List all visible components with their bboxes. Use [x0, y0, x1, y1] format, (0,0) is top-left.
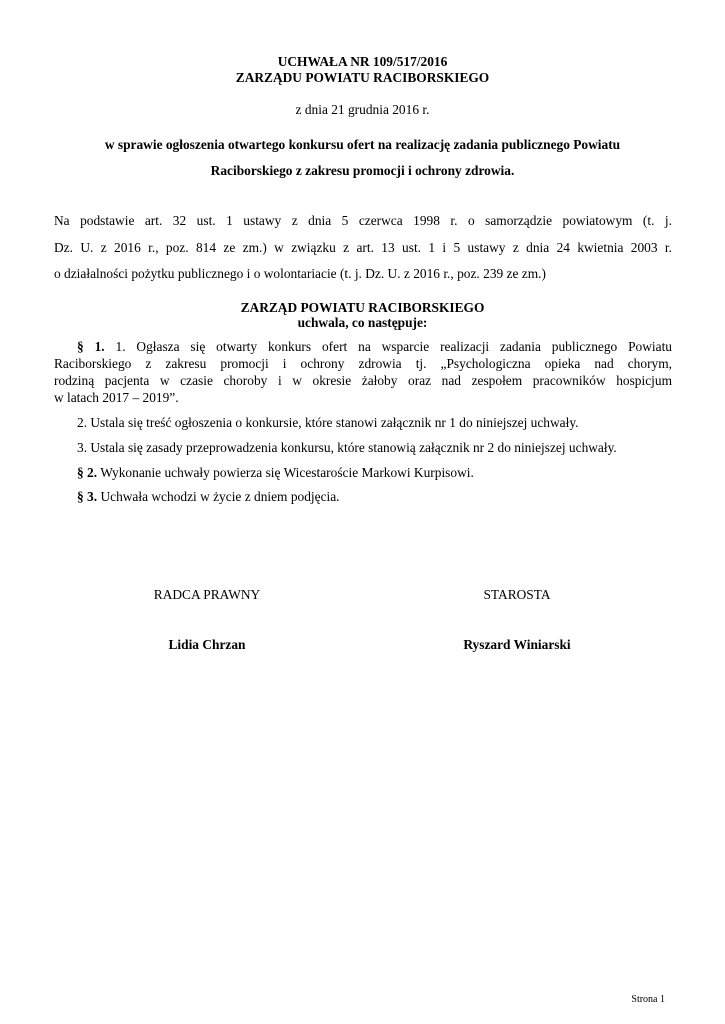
subject-line-1: w sprawie ogłoszenia otwartego konkursu ofert na realizację zadania publicznego Powiatu: [104, 137, 621, 152]
page-number: Strona 1: [631, 994, 665, 1005]
legal-advisor-title: RADCA PRAWNY: [153, 587, 261, 602]
subject-line-2: Raciborskiego z zakresu promocji i ochrony zdrowia.: [210, 163, 515, 178]
preamble-line-1: Na podstawie art. 32 ust. 1 ustawy z dnia 5 czerwca 1998 r. o samorządzie powiatowym (t. j.: [54, 213, 672, 228]
section-3-label: § 3.: [77, 489, 98, 504]
resolution-date: z dnia 21 grudnia 2016 r.: [295, 102, 430, 117]
section-2: § 2. Wykonanie uchwały powierza się Wicestaroście Markowi Kurpisowi.: [77, 465, 474, 480]
section-1-line-4: w latach 2017 – 2019”.: [54, 390, 179, 405]
section-1-line-2: Raciborskiego z zakresu promocji i ochrony zdrowia tj. „Psychologiczna opieka nad chorym,: [54, 356, 672, 371]
section-2-label: § 2.: [77, 465, 98, 480]
issuing-body: ZARZĄDU POWIATU RACIBORSKIEGO: [235, 70, 490, 85]
section-1-point-3: 3. Ustala się zasady przeprowadzenia konkursu, które stanowią załącznik nr 2 do niniejszej uchwały.: [77, 440, 617, 455]
section-1-line-3: rodziną pacjenta w czasie choroby i w okresie żałoby oraz nad zespołem pracowników hospicjum: [54, 373, 672, 388]
section-1-point-2: 2. Ustala się treść ogłoszenia o konkursie, które stanowi załącznik nr 1 do niniejszej uchwały.: [77, 415, 579, 430]
legal-advisor-name: Lidia Chrzan: [168, 637, 246, 652]
starosta-title: STAROSTA: [483, 587, 551, 602]
section-1-label: § 1.: [77, 339, 105, 354]
section-1-line-1: § 1. 1. Ogłasza się otwarty konkurs ofert na wsparcie realizacji zadania publicznego Powiatu: [77, 339, 672, 354]
section-3: § 3. Uchwała wchodzi w życie z dniem podjęcia.: [77, 489, 340, 504]
preamble-line-3: o działalności pożytku publicznego i o wolontariacie (t. j. Dz. U. z 2016 r., poz. 239 ze zm.): [54, 266, 546, 281]
preamble-line-2: Dz. U. z 2016 r., poz. 814 ze zm.) w związku z art. 13 ust. 1 i 5 ustawy z dnia 24 kwietnia 2003 r.: [54, 240, 672, 255]
resolution-number: UCHWAŁA NR 109/517/2016: [277, 54, 448, 69]
starosta-name: Ryszard Winiarski: [463, 637, 571, 652]
resolves-phrase: uchwala, co następuje:: [297, 315, 428, 330]
resolving-body: ZARZĄD POWIATU RACIBORSKIEGO: [240, 300, 485, 315]
